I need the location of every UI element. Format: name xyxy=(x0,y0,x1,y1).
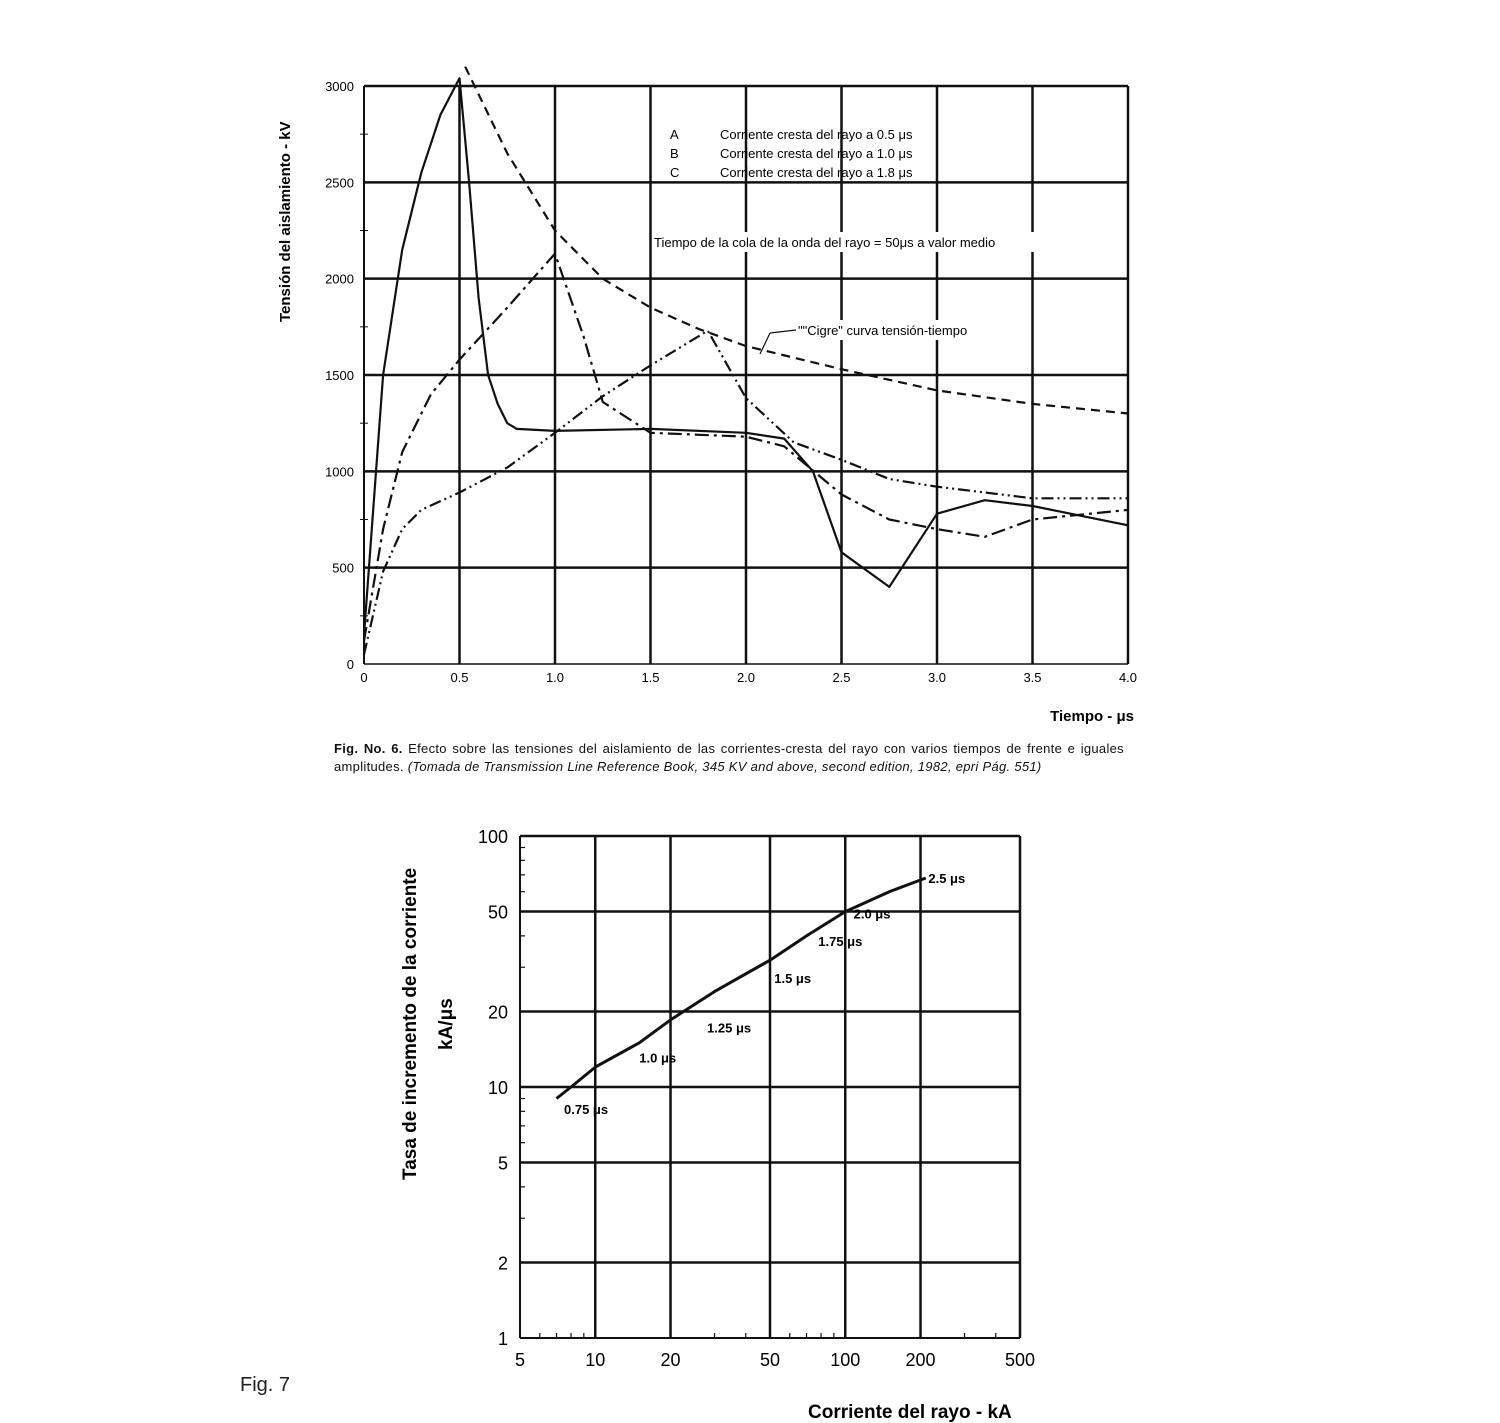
rise-time-label: 2.5 μs xyxy=(928,870,966,886)
chart1-y-tick-label: 0 xyxy=(346,657,354,672)
chart2-minor-ticks xyxy=(520,847,996,1338)
chart2-x-tick-label: 200 xyxy=(905,1350,936,1370)
caption-source: (Tomada de Transmission Line Reference Book, 345 KV and above, second edition, 1982, epri Pág. 551) xyxy=(407,759,1042,774)
chart2-x-tick-label: 20 xyxy=(660,1350,681,1370)
chart2-x-tick-label: 10 xyxy=(585,1350,606,1370)
chart2-x-tick-label: 100 xyxy=(830,1350,861,1370)
chart1-x-tick-label: 4.0 xyxy=(1118,670,1138,685)
chart2-y-tick-label: 50 xyxy=(487,902,508,923)
chart1-y-tick-label: 1500 xyxy=(325,368,354,383)
cigre-curve-label: ""Cigre" curva tensión-tiempo xyxy=(798,323,968,338)
legend-text-c: Corriente cresta del rayo a 1.8 μs xyxy=(720,165,913,180)
chart2-y-tick-label: 20 xyxy=(487,1002,508,1023)
legend-text-a: Corriente cresta del rayo a 0.5 μs xyxy=(720,127,913,142)
chart1-y-tick-label: 3000 xyxy=(325,79,354,94)
rise-time-label: 1.25 μs xyxy=(707,1020,752,1036)
chart1-x-label: Tiempo - μs xyxy=(1050,708,1134,725)
chart1-x-tick-label: 2.5 xyxy=(832,670,851,685)
chart1-y-label: Tensión del aislamiento - kV xyxy=(277,121,294,322)
chart1-x-tick-label: 0 xyxy=(360,670,368,685)
tail-time-annotation: Tiempo de la cola de la onda del rayo = 50μs a valor medio xyxy=(654,235,996,250)
figure-7-label: Fig. 7 xyxy=(240,1374,291,1396)
rise-time-label: 0.75 μs xyxy=(564,1102,609,1118)
rise-time-label: 1.75 μs xyxy=(818,933,863,949)
chart1-x-tick-label: 3.5 xyxy=(1023,670,1042,685)
chart2-y-tick-label: 100 xyxy=(477,827,508,847)
chart1-x-tick-label: 1.0 xyxy=(545,670,565,685)
chart2-y-label-line2: kA/μs xyxy=(436,998,457,1050)
current-rate-chart xyxy=(400,827,1035,1423)
chart2-point-labels xyxy=(564,871,965,1117)
chart1-x-tick-label: 1.5 xyxy=(641,670,660,685)
legend-key-a: A xyxy=(670,127,679,142)
chart2-y-tick-label: 10 xyxy=(487,1078,508,1098)
chart1-y-tick-label: 2500 xyxy=(325,175,354,191)
legend-text-b: Corriente cresta del rayo a 1.0 μs xyxy=(720,146,913,161)
chart1-x-ticks xyxy=(360,670,1137,685)
chart2-x-tick-label: 5 xyxy=(514,1350,526,1370)
chart2-x-tick-label: 50 xyxy=(759,1350,781,1370)
rise-time-label: 1.5 μs xyxy=(774,970,812,986)
chart1-y-tick-label: 1000 xyxy=(325,464,354,480)
chart1-x-tick-label: 2.0 xyxy=(736,670,756,685)
chart1-x-tick-label: 3.0 xyxy=(927,670,947,685)
figure-6-caption xyxy=(334,740,1124,792)
chart2-y-tick-label: 5 xyxy=(497,1153,508,1174)
chart2-grid xyxy=(520,836,1020,1338)
caption-label: Fig. No. 6. xyxy=(334,741,403,756)
chart2-x-label: Corriente del rayo - kA xyxy=(808,1402,1012,1423)
chart2-y-tick-label: 2 xyxy=(497,1253,508,1274)
chart2-y-ticks xyxy=(478,827,508,1349)
chart1-x-tick-label: 0.5 xyxy=(450,670,469,685)
legend-key-c: C xyxy=(670,165,680,180)
chart2-x-ticks xyxy=(515,1350,1035,1370)
chart1-y-ticks xyxy=(325,79,368,672)
legend-key-b: B xyxy=(670,146,679,161)
insulation-voltage-chart xyxy=(277,67,1137,725)
rise-time-label: 1.0 μs xyxy=(639,1050,677,1066)
rise-time-label: 2.0 μs xyxy=(853,906,891,922)
caption-text: Efecto sobre las tensiones del aislamiento de las corrientes-cresta del rayo con varios tiempos de frente e iguales amplitudes. xyxy=(334,741,1124,774)
chart1-y-tick-label: 2000 xyxy=(325,271,354,287)
chart2-x-tick-label: 500 xyxy=(1004,1350,1036,1370)
chart2-y-label-line1: Tasa de incremento de la corriente xyxy=(400,867,421,1180)
chart1-legend xyxy=(670,127,913,180)
chart2-y-tick-label: 1 xyxy=(497,1329,508,1349)
cigre-label-leader xyxy=(770,330,796,333)
chart1-y-tick-label: 500 xyxy=(332,560,354,576)
